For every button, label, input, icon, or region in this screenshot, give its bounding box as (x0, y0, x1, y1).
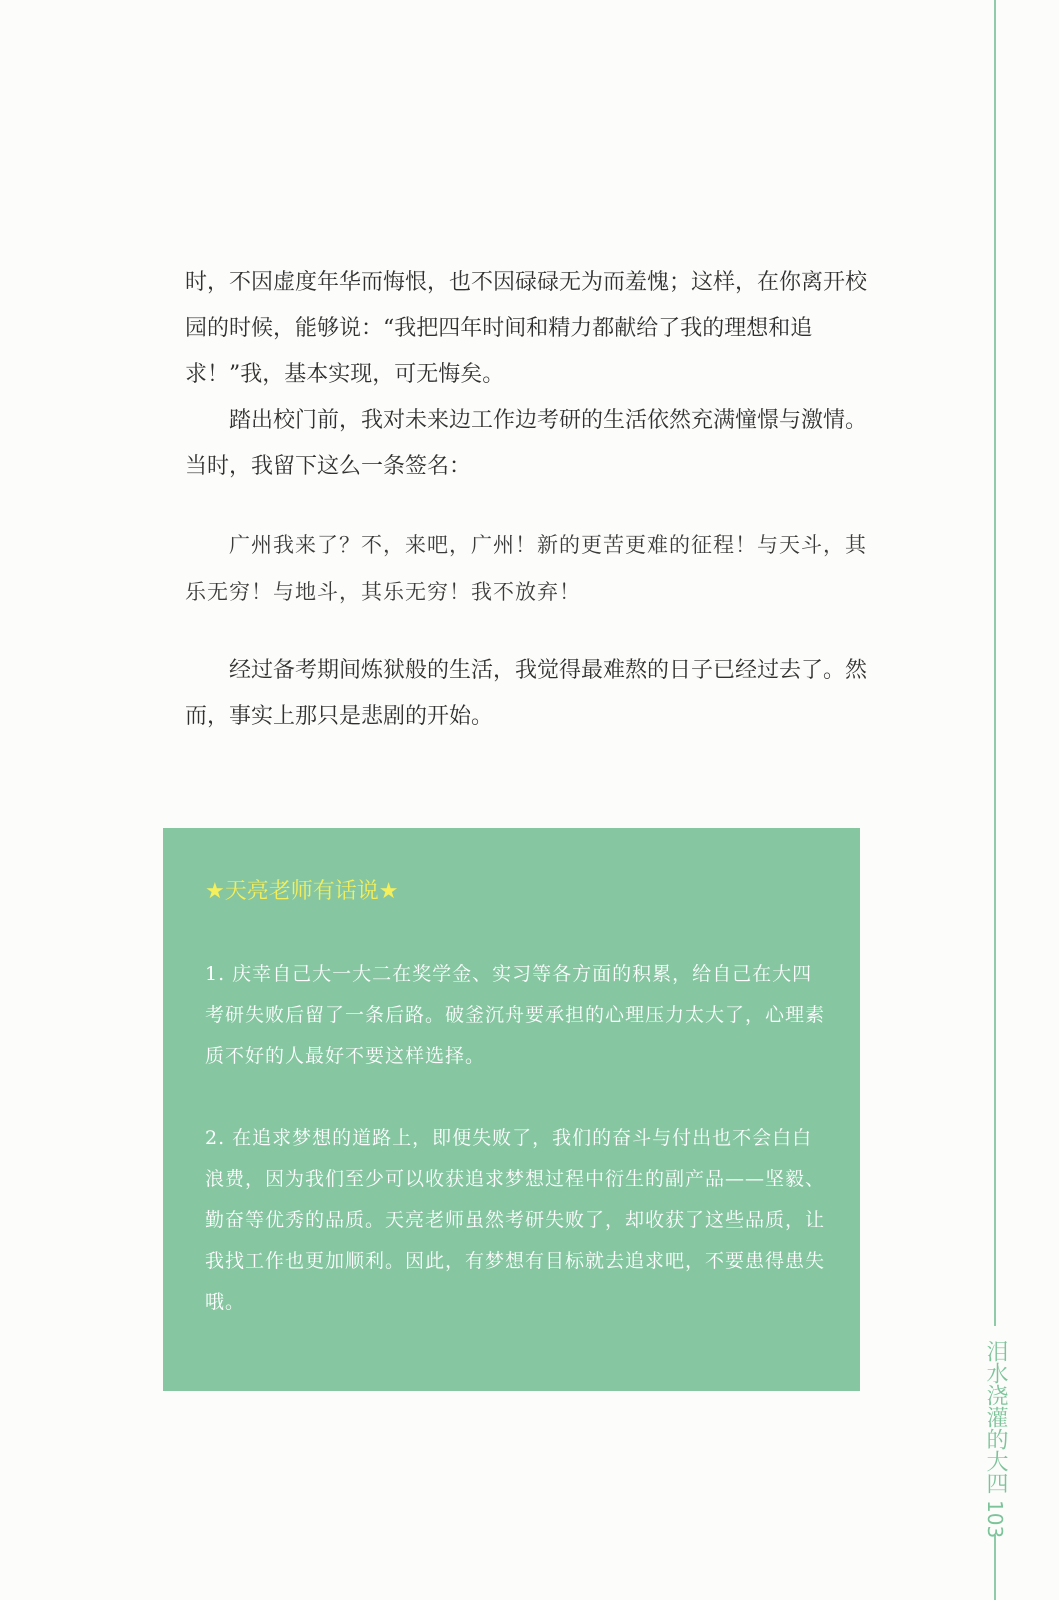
paragraph-3: 经过备考期间炼狱般的生活，我觉得最难熬的日子已经过去了。然而，事实上那只是悲剧的开始。 (185, 658, 868, 729)
edge-rule-bottom (994, 1535, 996, 1600)
signature-quote: 广州我来了？不，来吧，广州！新的更苦更难的征程！与天斗，其乐无穷！与地斗，其乐无穷！我不放弃！ (185, 533, 867, 604)
tip-item-1: 1. 庆幸自己大一大二在奖学金、实习等各方面的积累，给自己在大四考研失败后留了一条后路。破釜沉舟要承担的心理压力太大了，心理素质不好的人最好不要这样选择。 (205, 963, 826, 1067)
tips-box-content (205, 954, 825, 1323)
teacher-tips-box (163, 828, 860, 1391)
paragraph-1: 时，不因虚度年华而悔恨，也不因碌碌无为而羞愧；这样，在你离开校园的时候，能够说：“我把四年时间和精力都献给了我的理想和追求！”我，基本实现，可无悔矣。 (185, 270, 868, 387)
edge-rule-top (994, 0, 996, 1326)
main-text (185, 260, 885, 740)
paragraph-2: 踏出校门前，我对未来边工作边考研的生活依然充满憧憬与激情。当时，我留下这么一条签名： (185, 408, 868, 479)
tip-item-2: 2. 在追求梦想的道路上，即便失败了，我们的奋斗与付出也不会白白浪费，因为我们至少可以收获追求梦想过程中衍生的副产品——坚毅、勤奋等优秀的品质。天亮老师虽然考研失败了，却收获了这些品质，让我找工作也更加顺利。因此，有梦想有目标就去追求吧，不要患得患失哦。 (205, 1127, 826, 1313)
tips-box-title: ★天亮老师有话说★ (205, 879, 399, 904)
page-number: 103 (983, 1500, 1007, 1539)
running-footer (978, 1340, 1012, 1538)
chapter-title: 泪水浇灌的大四 (983, 1340, 1008, 1494)
